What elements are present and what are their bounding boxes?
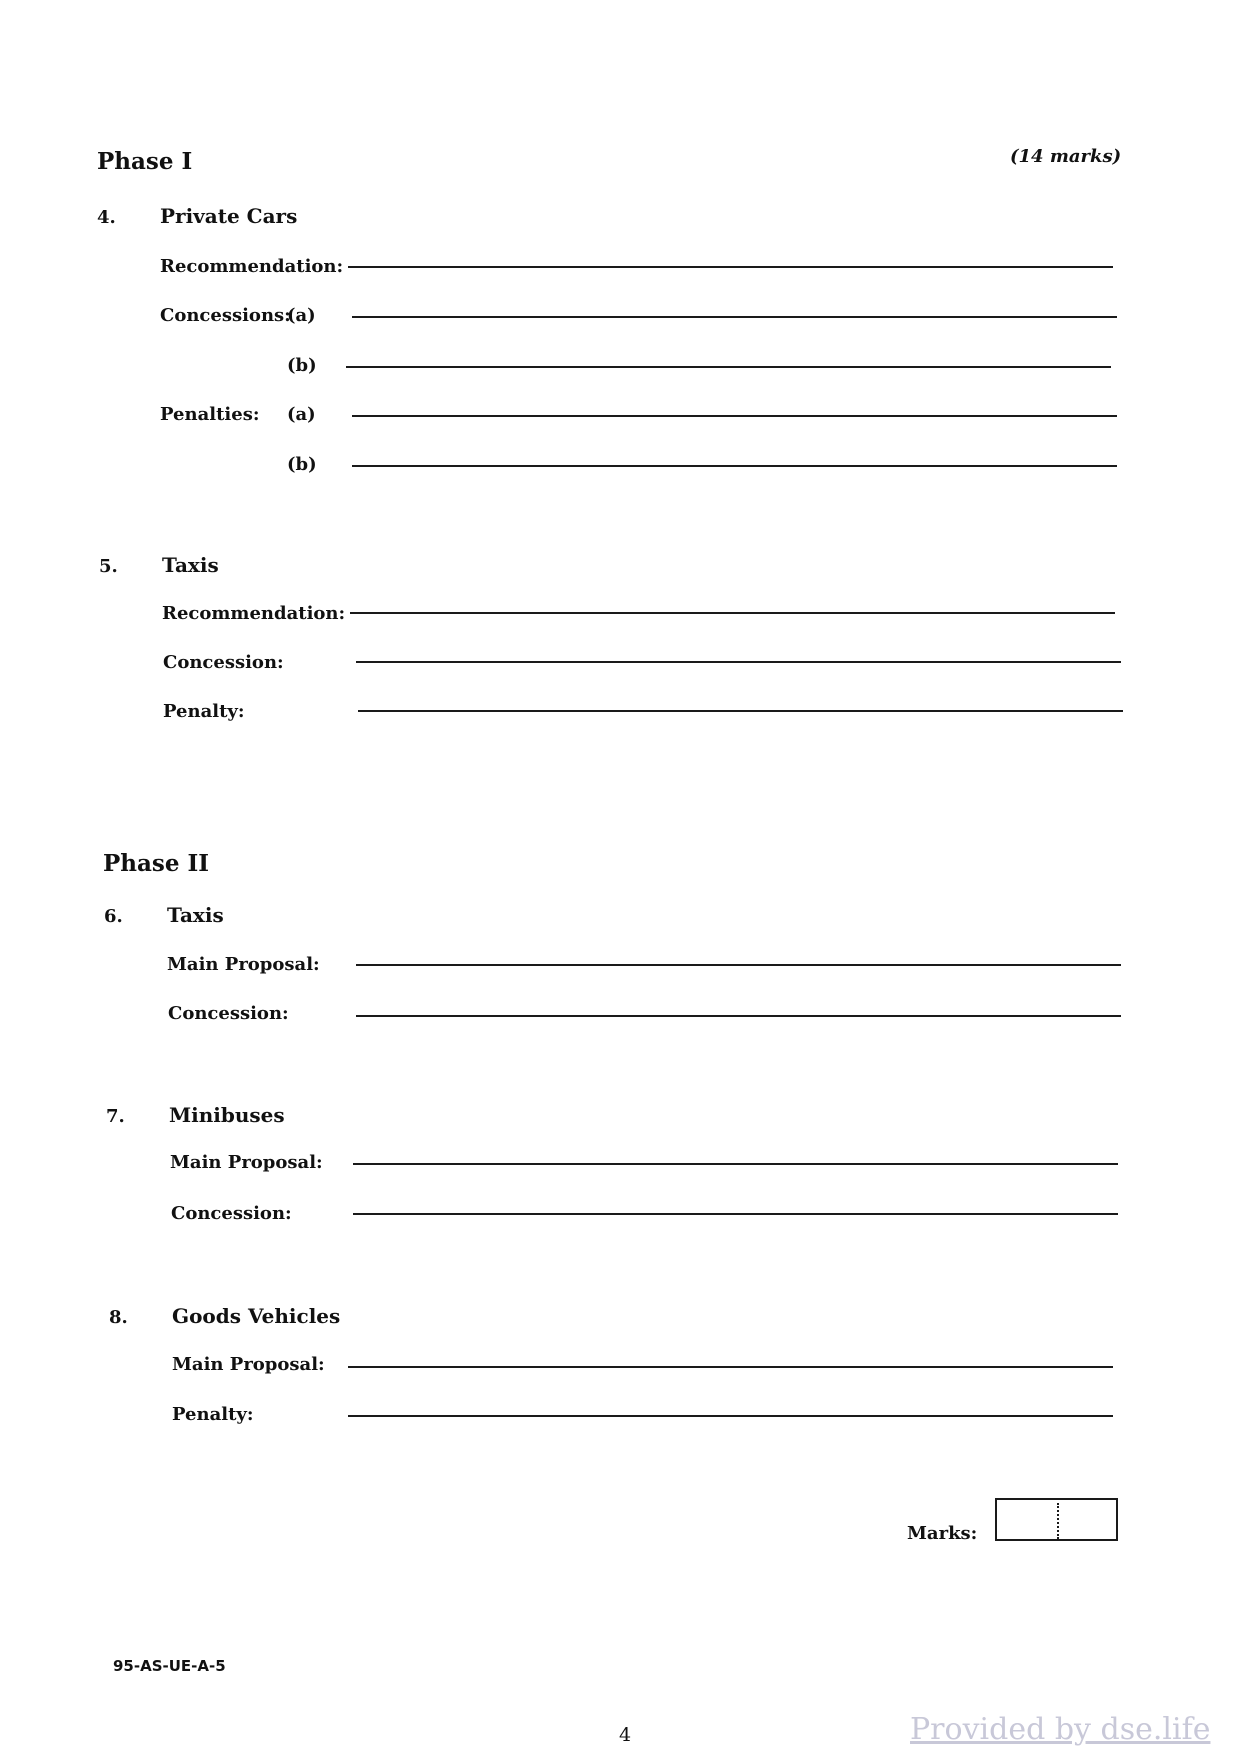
q4-penalties-a-label: (a) <box>287 404 316 425</box>
phase-1-title: Phase I <box>97 148 193 175</box>
provided-by-link[interactable]: Provided by dse.life <box>910 1712 1211 1747</box>
q5-recommendation-answer-line[interactable] <box>350 612 1115 614</box>
q4-concessions-a-label: (a) <box>287 305 316 326</box>
q6-concession-answer-line[interactable] <box>356 1015 1121 1017</box>
q7-concession-answer-line[interactable] <box>353 1213 1118 1215</box>
q4-recommendation-answer-line[interactable] <box>348 266 1113 268</box>
q4-concession-a-answer-line[interactable] <box>352 316 1117 318</box>
question-7-title: Minibuses <box>169 1103 285 1127</box>
phase-1-marks: (14 marks) <box>1010 146 1122 167</box>
marks-label: Marks: <box>907 1523 978 1544</box>
q4-concession-b-answer-line[interactable] <box>346 366 1111 368</box>
q8-penalty-label: Penalty: <box>172 1404 254 1425</box>
page-number: 4 <box>619 1724 632 1746</box>
q4-penalties-label: Penalties: <box>160 404 260 425</box>
question-8-title: Goods Vehicles <box>172 1304 341 1328</box>
phase-2-title: Phase II <box>103 850 210 877</box>
question-5-title: Taxis <box>162 553 219 577</box>
marks-box[interactable] <box>995 1498 1118 1541</box>
q5-penalty-answer-line[interactable] <box>358 710 1123 712</box>
q4-concessions-label: Concessions: <box>160 305 291 326</box>
q5-recommendation-label: Recommendation: <box>162 603 346 624</box>
q6-concession-label: Concession: <box>168 1003 289 1024</box>
question-6-number: 6. <box>104 906 123 927</box>
q8-main-proposal-answer-line[interactable] <box>348 1366 1113 1368</box>
question-6-title: Taxis <box>167 903 224 927</box>
paper-code: 95-AS-UE-A-5 <box>113 1657 226 1675</box>
q6-main-proposal-answer-line[interactable] <box>356 964 1121 966</box>
question-8-number: 8. <box>109 1307 128 1328</box>
q5-concession-answer-line[interactable] <box>356 661 1121 663</box>
q6-main-proposal-label: Main Proposal: <box>167 954 320 975</box>
question-4-number: 4. <box>97 207 116 228</box>
question-7-number: 7. <box>106 1106 125 1127</box>
q7-main-proposal-answer-line[interactable] <box>353 1163 1118 1165</box>
q8-penalty-answer-line[interactable] <box>348 1415 1113 1417</box>
q4-recommendation-label: Recommendation: <box>160 256 344 277</box>
question-5-number: 5. <box>99 556 118 577</box>
q7-concession-label: Concession: <box>171 1203 292 1224</box>
q5-penalty-label: Penalty: <box>163 701 245 722</box>
q4-penalty-b-answer-line[interactable] <box>352 465 1117 467</box>
q4-penalties-b-label: (b) <box>287 454 317 475</box>
question-4-title: Private Cars <box>160 204 298 228</box>
marks-box-divider <box>1057 1503 1059 1539</box>
q4-penalty-a-answer-line[interactable] <box>352 415 1117 417</box>
q8-main-proposal-label: Main Proposal: <box>172 1354 325 1375</box>
q4-concessions-b-label: (b) <box>287 355 317 376</box>
q7-main-proposal-label: Main Proposal: <box>170 1152 323 1173</box>
q5-concession-label: Concession: <box>163 652 284 673</box>
